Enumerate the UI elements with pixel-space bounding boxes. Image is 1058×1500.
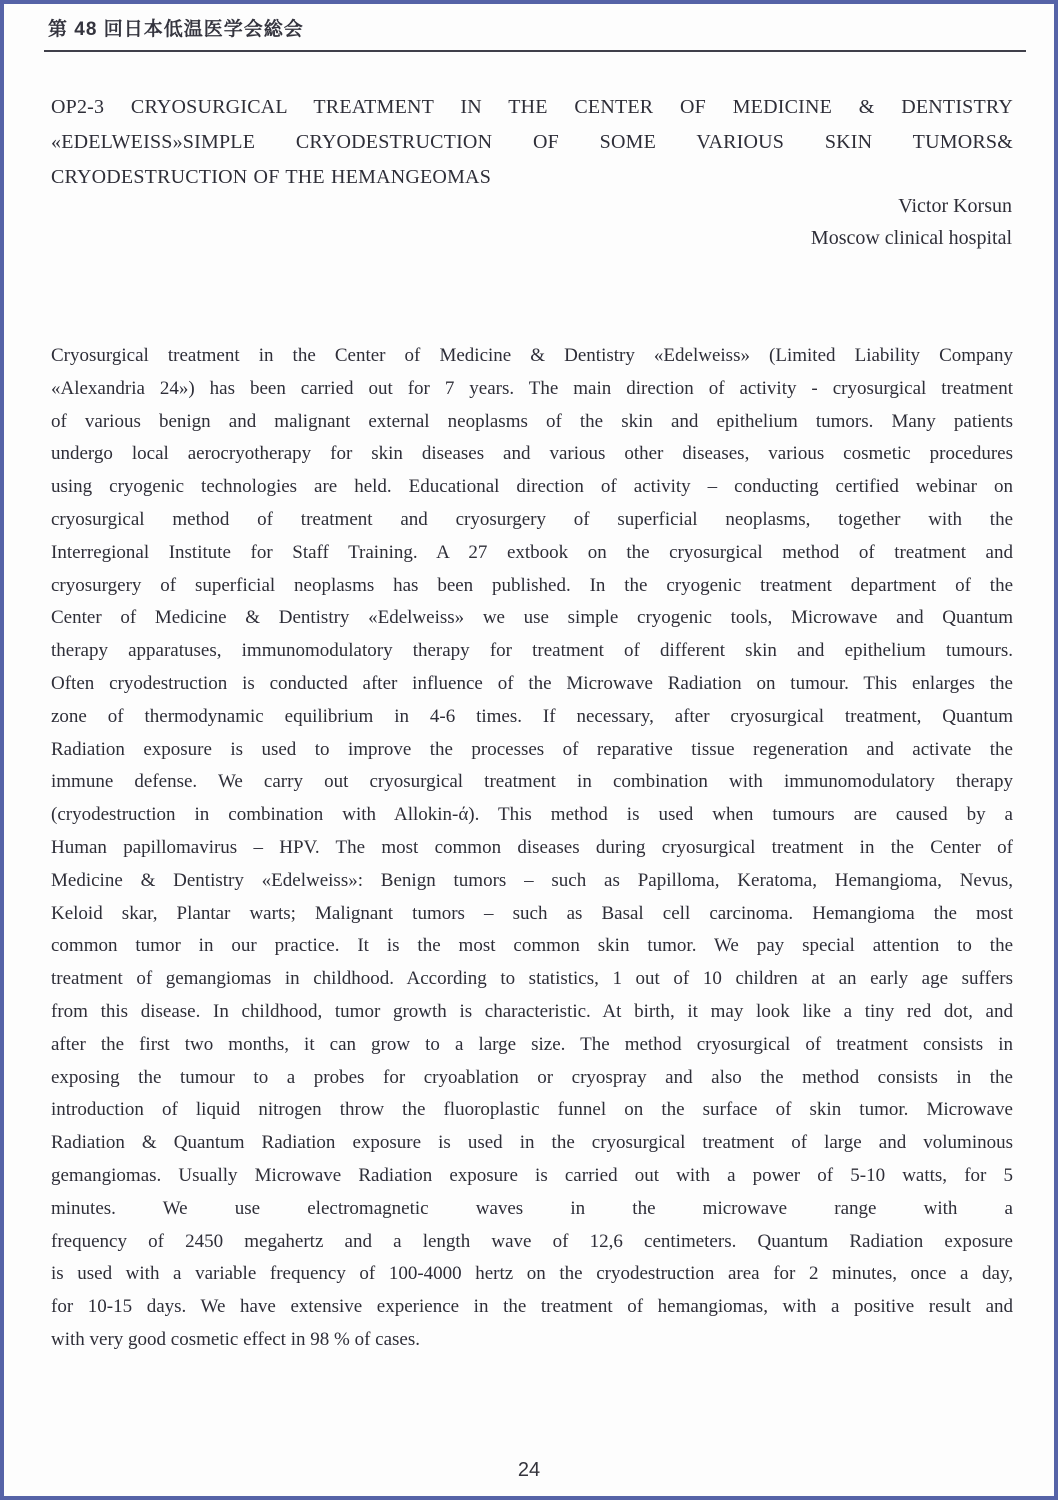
running-header-conference-title: 第 48 回日本低温医学会総会 (48, 19, 304, 40)
abstract-body-line: cryosurgical method of treatment and cryosurgery of superficial neoplasms, together with the (51, 508, 1013, 530)
abstract-body-line: Radiation exposure is used to improve the processes of reparative tissue regeneration and activate the (51, 738, 1013, 760)
abstract-body-line: for 10-15 days. We have extensive experience in the treatment of hemangiomas, with a positive result and (51, 1296, 1013, 1318)
abstract-body-line: Keloid skar, Plantar warts; Malignant tumors – such as Basal cell carcinoma. Hemangioma the most (51, 902, 1013, 924)
abstract-body-line: using cryogenic technologies are held. Educational direction of activity – conducting certified webinar on (51, 476, 1013, 498)
abstract-body (51, 340, 1013, 1357)
abstract-body-line: with very good cosmetic effect in 98 % of cases. (51, 1328, 420, 1350)
abstract-body-line: is used with a variable frequency of 100-4000 hertz on the cryodestruction area for 2 minutes, once a day, (51, 1263, 1013, 1285)
author-name: Victor Korsun (898, 195, 1012, 217)
page-number: 24 (517, 1459, 541, 1481)
abstract-body-line: Cryosurgical treatment in the Center of Medicine & Dentistry «Edelweiss» (Limited Liability Company (51, 345, 1013, 366)
abstract-body-line: undergo local aerocryotherapy for skin diseases and various other diseases, various cosmetic procedures (51, 443, 1013, 465)
abstract-body-line: Often cryodestruction is conducted after influence of the Microwave Radiation on tumour. This enlarges the (51, 672, 1013, 694)
abstract-title-line: «EDELWEISS»SIMPLE CRYODESTRUCTION OF SOME VARIOUS SKIN TUMORS& (51, 131, 1013, 153)
abstract-body-line: common tumor in our practice. It is the most common skin tumor. We pay special attention to the (51, 935, 1013, 957)
abstract-body-line: exposing the tumour to a probes for cryoablation or cryospray and also the method consists in the (51, 1066, 1013, 1088)
author-affiliation: Moscow clinical hospital (810, 227, 1012, 249)
abstract-body-line: Human papillomavirus – HPV. The most common diseases during cryosurgical treatment in the Center of (51, 836, 1013, 858)
byline (51, 190, 1012, 254)
abstract-body-line: Medicine & Dentistry «Edelweiss»: Benign tumors – such as Papilloma, Keratoma, Hemangioma, Nevus, (51, 869, 1013, 891)
abstract-body-line: Center of Medicine & Dentistry «Edelweiss» we use simple cryogenic tools, Microwave and Quantum (51, 607, 1013, 629)
abstract-body-line: minutes. We use electromagnetic waves in the microwave range with a (51, 1197, 1013, 1219)
abstract-body-line: cryosurgery of superficial neoplasms has been published. In the cryogenic treatment department of the (51, 574, 1013, 596)
abstract-body-line: therapy apparatuses, immunomodulatory therapy for treatment of different skin and epithelium tumours. (51, 640, 1013, 662)
abstract-title (51, 90, 1013, 195)
abstract-body-line: introduction of liquid nitrogen throw the fluoroplastic funnel on the surface of skin tumor. Microwave (51, 1099, 1013, 1121)
header-rule (44, 50, 1026, 52)
abstract-body-line: Interregional Institute for Staff Training. A 27 extbook on the cryosurgical method of treatment and (51, 541, 1013, 563)
abstract-body-line: gemangiomas. Usually Microwave Radiation exposure is carried out with a power of 5-10 watts, for 5 (51, 1164, 1013, 1186)
abstract-body-line: of various benign and malignant external neoplasms of the skin and epithelium tumors. Many patients (51, 410, 1013, 432)
abstract-title-line: OP2-3 CRYOSURGICAL TREATMENT IN THE CENTER OF MEDICINE & DENTISTRY (51, 96, 1013, 118)
abstract-body-line: immune defense. We carry out cryosurgical treatment in combination with immunomodulatory therapy (51, 771, 1013, 793)
abstract-body-line: after the first two months, it can grow to a large size. The method cryosurgical of treatment consists in (51, 1033, 1013, 1055)
abstract-body-line: frequency of 2450 megahertz and a length wave of 12,6 centimeters. Quantum Radiation exposure (51, 1230, 1013, 1252)
abstract-body-line: «Alexandria 24») has been carried out for 7 years. The main direction of activity - cryosurgical treatment (51, 377, 1013, 399)
abstract-body-line: (cryodestruction in combination with Allokin-ά). This method is used when tumours are caused by a (51, 804, 1013, 826)
abstract-body-line: treatment of gemangiomas in childhood. According to statistics, 1 out of 10 children at an early age suffers (51, 968, 1013, 990)
abstract-body-line: from this disease. In childhood, tumor growth is characteristic. At birth, it may look like a tiny red dot, and (51, 1000, 1013, 1022)
abstract-body-line: zone of thermodynamic equilibrium in 4-6 times. If necessary, after cryosurgical treatment, Quantum (51, 705, 1013, 727)
abstract-title-line: CRYODESTRUCTION OF THE HEMANGEOMAS (51, 166, 492, 188)
abstract-body-line: Radiation & Quantum Radiation exposure is used in the cryosurgical treatment of large and voluminous (51, 1132, 1013, 1154)
